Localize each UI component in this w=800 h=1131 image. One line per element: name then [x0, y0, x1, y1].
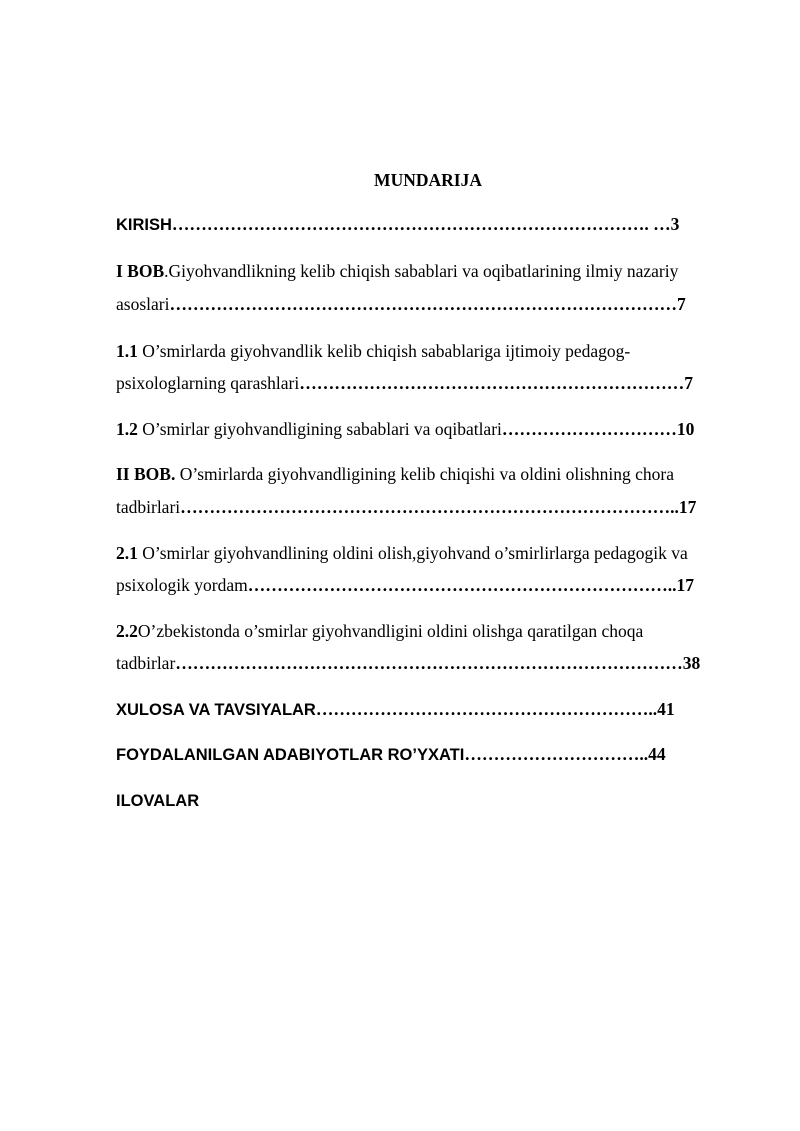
- toc-page-number: 7: [676, 294, 686, 314]
- toc-leader-dots: ……………………………………………………………………………: [175, 653, 683, 673]
- toc-page-number: .44: [643, 744, 666, 764]
- toc-entry-heading: 2.2: [116, 621, 138, 641]
- toc-leader-dots: ………………………….: [464, 744, 644, 764]
- toc-entry-heading: KIRISH: [116, 216, 172, 234]
- toc-leader-dots: …………………………: [501, 419, 677, 439]
- toc-entry-conclusion: [116, 692, 675, 727]
- toc-entry-section-1-2: [116, 412, 694, 446]
- toc-page-number: 3: [670, 214, 680, 234]
- toc-entry-section-1-1: [116, 334, 630, 368]
- toc-entry-heading: FOYDALANILGAN ADABIYOTLAR RO’YXATI: [116, 746, 465, 764]
- toc-entry-text: tadbirlar: [116, 653, 176, 673]
- toc-entry-references: [116, 737, 666, 772]
- toc-entry-chapter-1: [116, 254, 678, 288]
- toc-entry-appendices: [116, 783, 199, 818]
- page-title: MUNDARIJA: [374, 170, 482, 190]
- toc-entry-heading: 2.1: [116, 543, 138, 563]
- toc-page-number: 7: [684, 373, 693, 393]
- toc-entry-text: O’smirlarda giyohvandlik kelib chiqish sabablariga ijtimoiy pedagog-: [137, 341, 631, 361]
- toc-entry-heading: 1.1: [116, 341, 138, 361]
- toc-leader-dots: ………………………………………………….: [315, 699, 653, 719]
- toc-entry-heading: II BOB.: [116, 464, 176, 484]
- toc-leader-dots: ………………………………………………………………………. …: [171, 214, 671, 234]
- toc-entry-text: asoslari: [116, 294, 170, 314]
- toc-leader-dots: ……………………………………………………………………………: [169, 294, 677, 314]
- toc-entry-heading: I BOB: [116, 261, 165, 281]
- toc-entry-text: tadbirlari: [116, 497, 181, 517]
- toc-entry-text: O’smirlar giyohvandlining oldini olish,giyohvand o’smirlirlarga pedagogik va: [137, 543, 688, 563]
- toc-entry-text: O’smirlarda giyohvandligining kelib chiqishi va oldini olishning chora: [175, 464, 675, 484]
- toc-entry-text: O’smirlar giyohvandligining sabablari va oqibatlari: [137, 419, 502, 439]
- toc-entry-section-1-1-cont: [116, 366, 693, 400]
- toc-entry-chapter-2: [116, 457, 674, 491]
- toc-leader-dots: ……………………………………………………………….: [247, 575, 673, 595]
- toc-entry-section-2-2-cont: [116, 646, 700, 680]
- toc-entry-heading: XULOSA VA TAVSIYALAR: [116, 701, 316, 719]
- toc-page-number: 38: [682, 653, 701, 673]
- toc-entry-heading: 1.2: [116, 419, 138, 439]
- toc-entry-text: O’zbekistonda o’smirlar giyohvandligini oldini olishga qaratilgan choqa: [137, 621, 644, 641]
- toc-entry-text: .Giyohvandlikning kelib chiqish sabablari va oqibatlarining ilmiy nazariy: [164, 261, 679, 281]
- toc-entry-text: psixologlarning qarashlari: [116, 373, 300, 393]
- toc-page-number: .17: [672, 575, 694, 595]
- toc-entry-text: psixologik yordam: [116, 575, 248, 595]
- toc-entry-section-2-2: [116, 614, 643, 648]
- toc-entry-heading: ILOVALAR: [116, 792, 200, 810]
- toc-entry-section-2-1: [116, 536, 688, 570]
- toc-entry-kirish: [116, 207, 679, 242]
- toc-entry-chapter-1-cont: [116, 287, 686, 321]
- toc-leader-dots: …………………………………………………………: [299, 373, 685, 393]
- toc-leader-dots: ………………………………………………………………………….: [180, 497, 675, 517]
- toc-entry-chapter-2-cont: [116, 490, 696, 524]
- toc-entry-section-2-1-cont: [116, 568, 694, 602]
- toc-page-number: .17: [674, 497, 697, 517]
- toc-page-number: 10: [676, 419, 695, 439]
- toc-page-number: .41: [652, 699, 675, 719]
